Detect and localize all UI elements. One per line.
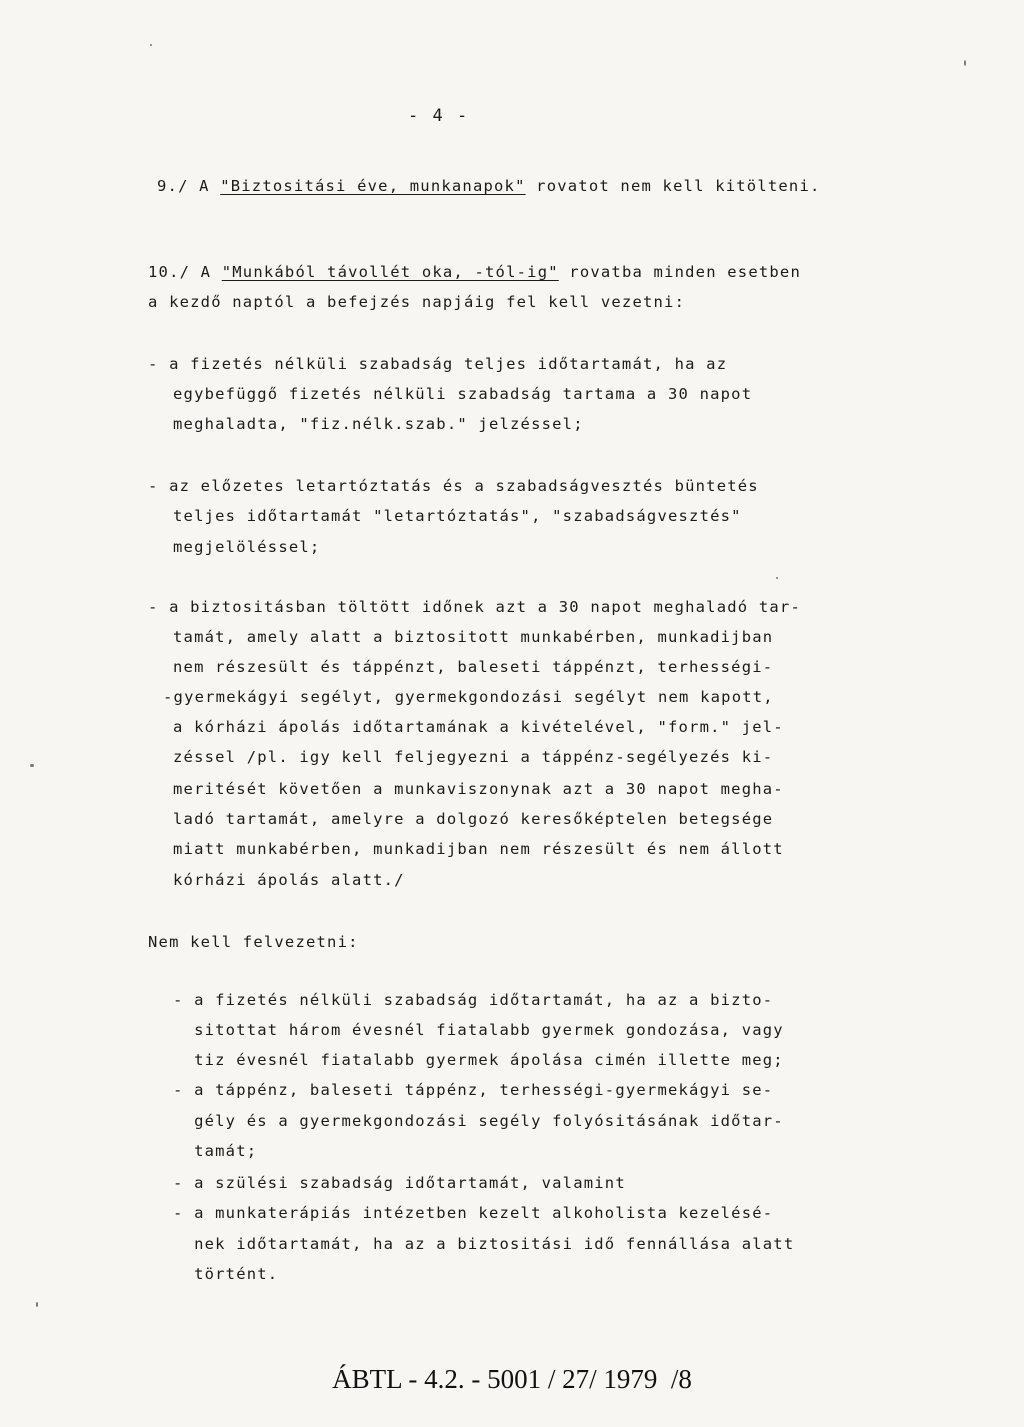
text-line: - a szülési szabadság időtartamát, valamint — [173, 1174, 626, 1192]
text-line: meghaladta, "fiz.nélk.szab." jelzéssel; — [173, 415, 584, 433]
item-9-number: 9./ A — [157, 177, 221, 195]
text-line: ladó tartamát, amelyre a dolgozó keresőképtelen betegsége — [173, 810, 774, 828]
text-line: megjelöléssel; — [173, 538, 321, 556]
scan-speck — [964, 60, 966, 66]
text-line: -gyermekágyi segélyt, gyermekgondozási segélyt nem kapott, — [163, 688, 774, 706]
text-line: tamát; — [173, 1142, 258, 1160]
scan-speck — [36, 1302, 38, 1307]
text-line: zéssel /pl. igy kell feljegyezni a táppénz-segélyezés ki- — [173, 748, 774, 766]
scan-speck — [150, 44, 152, 46]
scan-speck — [30, 764, 34, 767]
item-9-field-name: "Biztositási éve, munkanapok" — [220, 177, 526, 195]
item-10-line-2: a kezdő naptól a befejzés napjáig fel kell vezetni: — [148, 293, 686, 311]
text-line: sitottat három évesnél fiatalabb gyermek gondozása, vagy — [173, 1021, 784, 1039]
text-line: tamát, amely alatt a biztositott munkabérben, munkadijban — [173, 628, 774, 646]
text-line: tiz évesnél fiatalabb gyermek ápolása cimén illette meg; — [173, 1051, 784, 1069]
text-line: nek időtartamát, ha az a biztositási idő fennállása alatt — [173, 1235, 795, 1253]
text-line: egybefüggő fizetés nélküli szabadság tartama a 30 napot — [173, 385, 753, 403]
text-line: - a fizetés nélküli szabadság időtartamát, ha az a bizto- — [173, 991, 774, 1009]
item-9-text: rovatot nem kell kitölteni. — [525, 177, 821, 195]
item-10-field-name: "Munkából távollét oka, -tól-ig" — [221, 263, 559, 281]
text-line: a kórházi ápolás időtartamának a kivételével, "form." jel- — [173, 718, 784, 736]
text-line: gély és a gyermekgondozási segély folyósitásának időtar- — [173, 1112, 784, 1130]
item-10-number: 10./ A — [148, 263, 222, 281]
text-line: kórházi ápolás alatt./ — [173, 871, 405, 889]
item-10-text: rovatba minden esetben — [558, 263, 801, 281]
text-line: történt. — [173, 1265, 279, 1283]
text-line: nem részesült és táppénzt, baleseti táppénzt, terhességi- — [173, 658, 774, 676]
archive-reference: ÁBTL - 4.2. - 5001 / 27/ 1979 /8 — [332, 1364, 692, 1394]
item-9 — [157, 176, 821, 196]
text-line: meritését követően a munkaviszonynak azt a 30 napot megha- — [173, 780, 784, 798]
text-line: - az előzetes letartóztatás és a szabadságvesztés büntetés — [148, 477, 759, 495]
scan-speck — [776, 577, 778, 579]
text-line: - a fizetés nélküli szabadság teljes időtartamát, ha az — [148, 355, 728, 373]
text-line: - a biztositásban töltött időnek azt a 30 napot meghaladó tar- — [148, 598, 801, 616]
text-line: - a munkaterápiás intézetben kezelt alkoholista kezelésé- — [173, 1204, 774, 1222]
text-line: miatt munkabérben, munkadijban nem részesült és nem állott — [173, 840, 784, 858]
page-number: - 4 - — [408, 106, 470, 126]
item-10 — [148, 262, 801, 282]
section-heading: Nem kell felvezetni: — [148, 933, 359, 951]
text-line: teljes időtartamát "letartóztatás", "szabadságvesztés" — [173, 507, 742, 525]
text-line: - a táppénz, baleseti táppénz, terhességi-gyermekágyi se- — [173, 1081, 774, 1099]
